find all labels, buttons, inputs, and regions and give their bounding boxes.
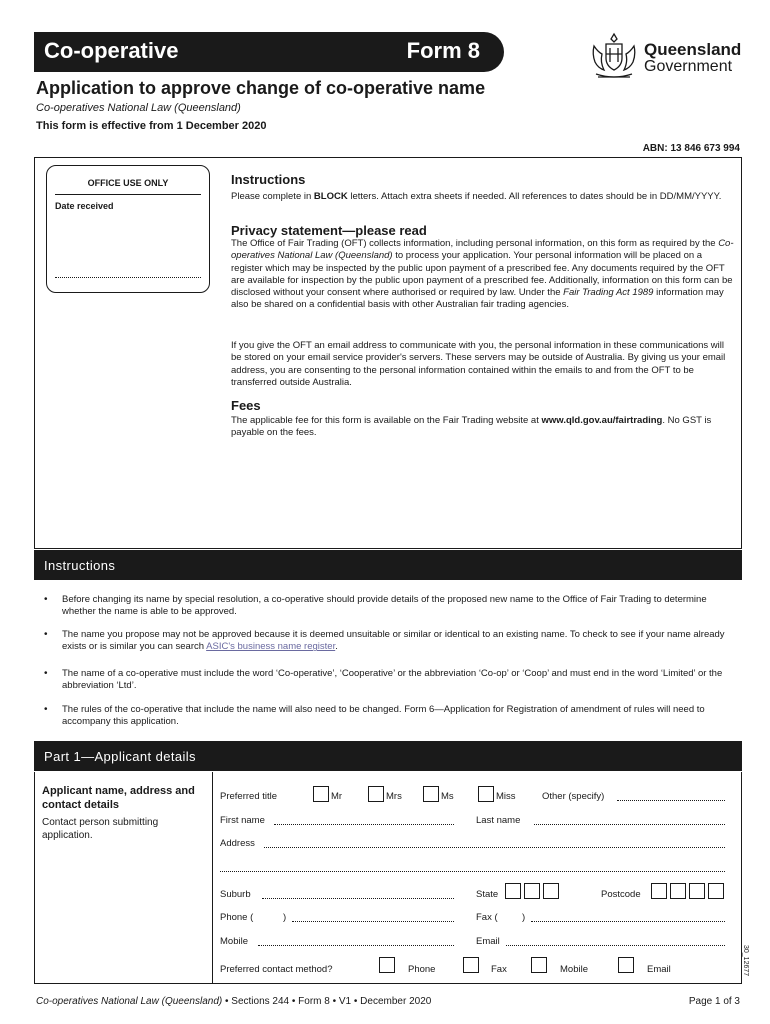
title-mr-checkbox[interactable] bbox=[313, 786, 329, 802]
first-name-field[interactable] bbox=[274, 824, 454, 825]
phone-field[interactable] bbox=[292, 921, 454, 922]
last-name-field[interactable] bbox=[534, 824, 725, 825]
footer-details: • Sections 244 • Form 8 • V1 • December 2020 bbox=[222, 996, 432, 1007]
form-banner bbox=[34, 32, 504, 72]
office-use-heading: OFFICE USE ONLY bbox=[87, 178, 169, 188]
postcode-box[interactable] bbox=[689, 883, 705, 899]
privacy-heading: Privacy statement—please read bbox=[231, 223, 427, 238]
postcode-box[interactable] bbox=[670, 883, 686, 899]
fax-field[interactable] bbox=[531, 921, 725, 922]
list-item: • The rules of the co-operative that include the name will also need to be changed. Form 6—Application for Registration of amendment of rules will need to accompany this application. bbox=[44, 704, 705, 728]
list-item: • Before changing its name by special resolution, a co-operative should provide details of the proposed new name to the Office of Fair Trading to determine whether the name is able to be approved. bbox=[44, 594, 707, 618]
privacy-paragraph-1: The Office of Fair Trading (OFT) collects information, including personal information, on this form as required by the Co-operatives National Law (Queensland) to process your application. Your personal information will be placed on a register which may be inspected by the public upon payment of a prescribed fee. Any documents required by the OFT are available for inspection by the public upon payment of a prescribed fee. Additionally, information on this form can be disclosed without your consent where authorised or required by law. Under the Fair Trading Act 1989 information may also be shared on a confidential basis with other Australian fair trading agencies. bbox=[231, 238, 734, 311]
other-title-field[interactable] bbox=[617, 800, 725, 801]
contact-email-label: Email bbox=[647, 964, 671, 975]
logo-text-government: Government bbox=[644, 58, 733, 75]
preferred-contact-label: Preferred contact method? bbox=[220, 964, 333, 975]
contact-fax-checkbox[interactable] bbox=[463, 957, 479, 973]
email-label: Email bbox=[476, 936, 500, 947]
list-item: • The name of a co-operative must include the word ‘Co-operative’, ‘Cooperative’ or the abbreviation ‘Co-op’ or ‘Coop’ and must end in the word ‘Limited’ or the abbreviation ‘Ltd’. bbox=[44, 668, 723, 692]
date-received-label: Date received bbox=[55, 201, 114, 211]
fees-heading: Fees bbox=[231, 398, 261, 413]
preferred-title-label: Preferred title bbox=[220, 791, 278, 802]
title-mr-label: Mr bbox=[331, 791, 343, 802]
title-mrs-label: Mrs bbox=[386, 791, 402, 802]
date-received-line bbox=[55, 277, 201, 278]
contact-mobile-checkbox[interactable] bbox=[531, 957, 547, 973]
suburb-label: Suburb bbox=[220, 889, 251, 900]
fax-label: Fax ( bbox=[476, 912, 498, 923]
logo-text-queensland: Queensland bbox=[644, 40, 742, 59]
phone-label: Phone ( bbox=[220, 912, 254, 923]
fees-link[interactable]: www.qld.gov.au/fairtrading bbox=[541, 415, 663, 426]
law-subtitle: Co-operatives National Law (Queensland) bbox=[36, 102, 241, 114]
instructions-heading: Instructions bbox=[231, 172, 306, 187]
mobile-field[interactable] bbox=[258, 945, 454, 946]
applicant-sublabel: Contact person submitting application. bbox=[42, 817, 159, 841]
instructions-text: Please complete in BLOCK letters. Attach extra sheets if needed. All references to dates should be in DD/MM/YYYY. bbox=[231, 191, 722, 202]
postcode-box[interactable] bbox=[651, 883, 667, 899]
abn: ABN: 13 846 673 994 bbox=[642, 143, 740, 154]
instructions-bar: Instructions bbox=[34, 550, 742, 580]
part1-bar: Part 1—Applicant details bbox=[34, 741, 742, 771]
email-field[interactable] bbox=[506, 945, 725, 946]
state-box[interactable] bbox=[524, 883, 540, 899]
address-field-line-1[interactable] bbox=[264, 847, 725, 848]
address-label: Address bbox=[220, 838, 255, 849]
footer bbox=[36, 996, 431, 1007]
privacy-paragraph-2: If you give the OFT an email address to communicate with you, the personal information in these communications will be stored on your email service provider's servers. These servers may be outside of Australia. By giving us your email address, you are consenting to the personal information contained within the emails to and from the OFT to be transferred outside Australia. bbox=[231, 340, 726, 388]
address-field-line-2[interactable] bbox=[220, 871, 725, 872]
state-label: State bbox=[476, 889, 499, 900]
page-title: Application to approve change of co-operative name bbox=[36, 78, 486, 98]
contact-mobile-label: Mobile bbox=[560, 964, 588, 975]
first-name-label: First name bbox=[220, 815, 265, 826]
banner-title: Co-operative bbox=[44, 38, 179, 63]
contact-phone-checkbox[interactable] bbox=[379, 957, 395, 973]
state-box[interactable] bbox=[505, 883, 521, 899]
contact-phone-label: Phone bbox=[408, 964, 436, 975]
postcode-label: Postcode bbox=[601, 889, 641, 900]
suburb-field[interactable] bbox=[262, 898, 454, 899]
last-name-label: Last name bbox=[476, 815, 521, 826]
fees-text: The applicable fee for this form is available on the Fair Trading website at www.qld.gov.au/fairtrading. No GST is payable on the fees. bbox=[231, 415, 712, 439]
mobile-label: Mobile bbox=[220, 936, 248, 947]
queensland-crest-icon bbox=[588, 30, 640, 80]
office-use-box bbox=[46, 165, 210, 293]
contact-fax-label: Fax bbox=[491, 964, 507, 975]
divider bbox=[55, 194, 201, 195]
fax-close: ) bbox=[522, 912, 526, 923]
title-ms-checkbox[interactable] bbox=[423, 786, 439, 802]
contact-email-checkbox[interactable] bbox=[618, 957, 634, 973]
title-ms-label: Ms bbox=[441, 791, 454, 802]
form-number: Form 8 bbox=[406, 38, 480, 63]
applicant-label: Applicant name, address and contact details bbox=[42, 785, 195, 811]
title-miss-checkbox[interactable] bbox=[478, 786, 494, 802]
government-logo bbox=[588, 30, 748, 80]
state-box[interactable] bbox=[543, 883, 559, 899]
form-code: 30_12677 bbox=[742, 945, 749, 977]
effective-date: This form is effective from 1 December 2020 bbox=[36, 120, 267, 132]
phone-close: ) bbox=[283, 912, 287, 923]
postcode-box[interactable] bbox=[708, 883, 724, 899]
title-miss-label: Miss bbox=[496, 791, 516, 802]
page-number: Page 1 of 3 bbox=[688, 996, 740, 1007]
title-mrs-checkbox[interactable] bbox=[368, 786, 384, 802]
footer-law: Co-operatives National Law (Queensland) bbox=[36, 996, 223, 1007]
asic-register-link[interactable]: ASIC's business name register bbox=[206, 641, 336, 653]
other-title-label: Other (specify) bbox=[542, 791, 605, 802]
list-item: • The name you propose may not be approved because it is deemed unsuitable or similar or identical to an existing name. To check to see if your name already exists or is similar you can search ASIC's business name register. bbox=[44, 629, 725, 653]
